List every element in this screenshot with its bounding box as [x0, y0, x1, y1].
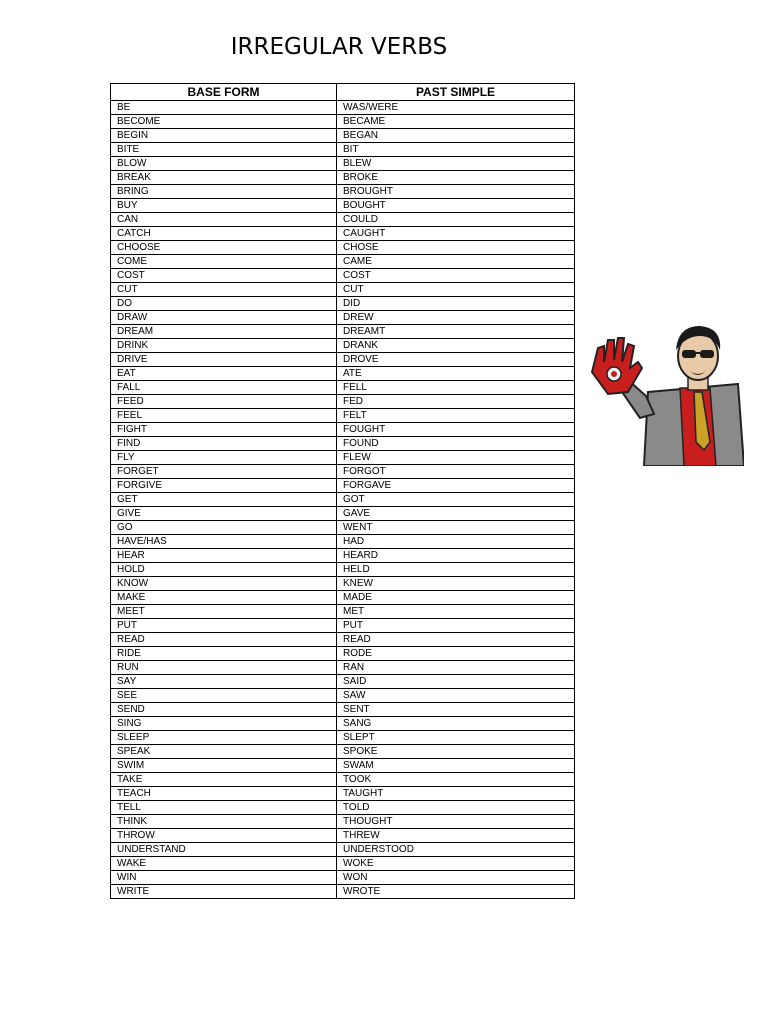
base-form-cell: FIND	[111, 437, 337, 451]
base-form-cell: GET	[111, 493, 337, 507]
table-row	[111, 745, 575, 759]
past-simple-cell: SWAM	[337, 759, 575, 773]
base-form-cell: WAKE	[111, 857, 337, 871]
past-simple-cell: CUT	[337, 283, 575, 297]
past-simple-cell: READ	[337, 633, 575, 647]
header-past-simple: PAST SIMPLE	[337, 84, 575, 101]
past-simple-cell: DROVE	[337, 353, 575, 367]
past-simple-cell: BIT	[337, 143, 575, 157]
base-form-cell: CAN	[111, 213, 337, 227]
table-row	[111, 619, 575, 633]
past-simple-cell: DRANK	[337, 339, 575, 353]
base-form-cell: SAY	[111, 675, 337, 689]
table-row	[111, 857, 575, 871]
past-simple-cell: CAME	[337, 255, 575, 269]
table-row	[111, 647, 575, 661]
past-simple-cell: SAW	[337, 689, 575, 703]
base-form-cell: TELL	[111, 801, 337, 815]
base-form-cell: FORGET	[111, 465, 337, 479]
base-form-cell: THINK	[111, 815, 337, 829]
table-row	[111, 311, 575, 325]
past-simple-cell: DID	[337, 297, 575, 311]
table-row	[111, 465, 575, 479]
past-simple-cell: SPOKE	[337, 745, 575, 759]
past-simple-cell: WAS/WERE	[337, 101, 575, 115]
past-simple-cell: BECAME	[337, 115, 575, 129]
past-simple-cell: FORGAVE	[337, 479, 575, 493]
past-simple-cell: GOT	[337, 493, 575, 507]
table-row	[111, 591, 575, 605]
page-title: IRREGULAR VERBS	[230, 34, 448, 60]
table-row	[111, 731, 575, 745]
base-form-cell: CATCH	[111, 227, 337, 241]
table-row	[111, 871, 575, 885]
base-form-cell: HAVE/HAS	[111, 535, 337, 549]
past-simple-cell: PUT	[337, 619, 575, 633]
past-simple-cell: TOLD	[337, 801, 575, 815]
table-row	[111, 815, 575, 829]
table-row	[111, 675, 575, 689]
base-form-cell: EAT	[111, 367, 337, 381]
base-form-cell: FEED	[111, 395, 337, 409]
table-row	[111, 549, 575, 563]
base-form-cell: DO	[111, 297, 337, 311]
table-row	[111, 759, 575, 773]
base-form-cell: SEE	[111, 689, 337, 703]
table-row	[111, 507, 575, 521]
base-form-cell: FLY	[111, 451, 337, 465]
man-raising-red-glove-icon	[588, 322, 744, 466]
past-simple-cell: FELL	[337, 381, 575, 395]
table-row	[111, 409, 575, 423]
base-form-cell: FEEL	[111, 409, 337, 423]
table-row	[111, 269, 575, 283]
table-row	[111, 801, 575, 815]
past-simple-cell: THOUGHT	[337, 815, 575, 829]
base-form-cell: FORGIVE	[111, 479, 337, 493]
table-row	[111, 451, 575, 465]
past-simple-cell: FELT	[337, 409, 575, 423]
base-form-cell: DRIVE	[111, 353, 337, 367]
table-row	[111, 339, 575, 353]
past-simple-cell: DREW	[337, 311, 575, 325]
past-simple-cell: BOUGHT	[337, 199, 575, 213]
base-form-cell: READ	[111, 633, 337, 647]
past-simple-cell: FORGOT	[337, 465, 575, 479]
table-row	[111, 325, 575, 339]
table-row	[111, 703, 575, 717]
base-form-cell: GIVE	[111, 507, 337, 521]
table-row	[111, 171, 575, 185]
table-row	[111, 423, 575, 437]
table-row	[111, 395, 575, 409]
table-row	[111, 297, 575, 311]
past-simple-cell: BEGAN	[337, 129, 575, 143]
past-simple-cell: KNEW	[337, 577, 575, 591]
past-simple-cell: THREW	[337, 829, 575, 843]
past-simple-cell: SENT	[337, 703, 575, 717]
table-row	[111, 773, 575, 787]
table-row	[111, 633, 575, 647]
table-row	[111, 605, 575, 619]
base-form-cell: CHOOSE	[111, 241, 337, 255]
base-form-cell: DRAW	[111, 311, 337, 325]
base-form-cell: BUY	[111, 199, 337, 213]
base-form-cell: SPEAK	[111, 745, 337, 759]
table-row	[111, 843, 575, 857]
past-simple-cell: SLEPT	[337, 731, 575, 745]
past-simple-cell: ATE	[337, 367, 575, 381]
base-form-cell: MAKE	[111, 591, 337, 605]
header-base-form: BASE FORM	[111, 84, 337, 101]
base-form-cell: TAKE	[111, 773, 337, 787]
base-form-cell: BLOW	[111, 157, 337, 171]
base-form-cell: GO	[111, 521, 337, 535]
table-row	[111, 381, 575, 395]
past-simple-cell: CAUGHT	[337, 227, 575, 241]
base-form-cell: TEACH	[111, 787, 337, 801]
table-row	[111, 213, 575, 227]
base-form-cell: CUT	[111, 283, 337, 297]
past-simple-cell: BROUGHT	[337, 185, 575, 199]
base-form-cell: SLEEP	[111, 731, 337, 745]
past-simple-cell: HEARD	[337, 549, 575, 563]
table-row	[111, 787, 575, 801]
base-form-cell: RUN	[111, 661, 337, 675]
base-form-cell: FALL	[111, 381, 337, 395]
table-row	[111, 353, 575, 367]
table-row	[111, 367, 575, 381]
table-header-row	[111, 84, 575, 101]
past-simple-cell: FOUND	[337, 437, 575, 451]
base-form-cell: BECOME	[111, 115, 337, 129]
table-row	[111, 829, 575, 843]
table-row	[111, 437, 575, 451]
past-simple-cell: RAN	[337, 661, 575, 675]
table-row	[111, 493, 575, 507]
past-simple-cell: UNDERSTOOD	[337, 843, 575, 857]
base-form-cell: HOLD	[111, 563, 337, 577]
past-simple-cell: FED	[337, 395, 575, 409]
past-simple-cell: GAVE	[337, 507, 575, 521]
past-simple-cell: WOKE	[337, 857, 575, 871]
past-simple-cell: TOOK	[337, 773, 575, 787]
past-simple-cell: HELD	[337, 563, 575, 577]
base-form-cell: PUT	[111, 619, 337, 633]
table-row	[111, 185, 575, 199]
base-form-cell: DREAM	[111, 325, 337, 339]
past-simple-cell: WON	[337, 871, 575, 885]
base-form-cell: HEAR	[111, 549, 337, 563]
base-form-cell: COME	[111, 255, 337, 269]
table-row	[111, 255, 575, 269]
base-form-cell: RIDE	[111, 647, 337, 661]
past-simple-cell: CHOSE	[337, 241, 575, 255]
table-row	[111, 689, 575, 703]
base-form-cell: BRING	[111, 185, 337, 199]
table-row	[111, 885, 575, 899]
past-simple-cell: SANG	[337, 717, 575, 731]
base-form-cell: BREAK	[111, 171, 337, 185]
base-form-cell: WIN	[111, 871, 337, 885]
table-row	[111, 717, 575, 731]
table-row	[111, 661, 575, 675]
table-row	[111, 479, 575, 493]
past-simple-cell: DREAMT	[337, 325, 575, 339]
base-form-cell: BE	[111, 101, 337, 115]
base-form-cell: COST	[111, 269, 337, 283]
past-simple-cell: BLEW	[337, 157, 575, 171]
past-simple-cell: COULD	[337, 213, 575, 227]
table-row	[111, 101, 575, 115]
table-row	[111, 115, 575, 129]
base-form-cell: MEET	[111, 605, 337, 619]
past-simple-cell: SAID	[337, 675, 575, 689]
past-simple-cell: WROTE	[337, 885, 575, 899]
base-form-cell: THROW	[111, 829, 337, 843]
past-simple-cell: RODE	[337, 647, 575, 661]
base-form-cell: SWIM	[111, 759, 337, 773]
table-row	[111, 563, 575, 577]
table-body	[111, 101, 575, 899]
past-simple-cell: FOUGHT	[337, 423, 575, 437]
past-simple-cell: FLEW	[337, 451, 575, 465]
table-row	[111, 521, 575, 535]
table-row	[111, 143, 575, 157]
past-simple-cell: HAD	[337, 535, 575, 549]
irregular-verbs-table	[110, 83, 575, 899]
base-form-cell: WRITE	[111, 885, 337, 899]
base-form-cell: BITE	[111, 143, 337, 157]
past-simple-cell: TAUGHT	[337, 787, 575, 801]
base-form-cell: DRINK	[111, 339, 337, 353]
table-row	[111, 157, 575, 171]
table-row	[111, 577, 575, 591]
past-simple-cell: BROKE	[337, 171, 575, 185]
past-simple-cell: MET	[337, 605, 575, 619]
base-form-cell: FIGHT	[111, 423, 337, 437]
base-form-cell: BEGIN	[111, 129, 337, 143]
table-row	[111, 535, 575, 549]
past-simple-cell: MADE	[337, 591, 575, 605]
past-simple-cell: COST	[337, 269, 575, 283]
base-form-cell: KNOW	[111, 577, 337, 591]
base-form-cell: SING	[111, 717, 337, 731]
table-row	[111, 129, 575, 143]
table-row	[111, 227, 575, 241]
table-row	[111, 241, 575, 255]
base-form-cell: SEND	[111, 703, 337, 717]
table-row	[111, 199, 575, 213]
table-row	[111, 283, 575, 297]
base-form-cell: UNDERSTAND	[111, 843, 337, 857]
past-simple-cell: WENT	[337, 521, 575, 535]
